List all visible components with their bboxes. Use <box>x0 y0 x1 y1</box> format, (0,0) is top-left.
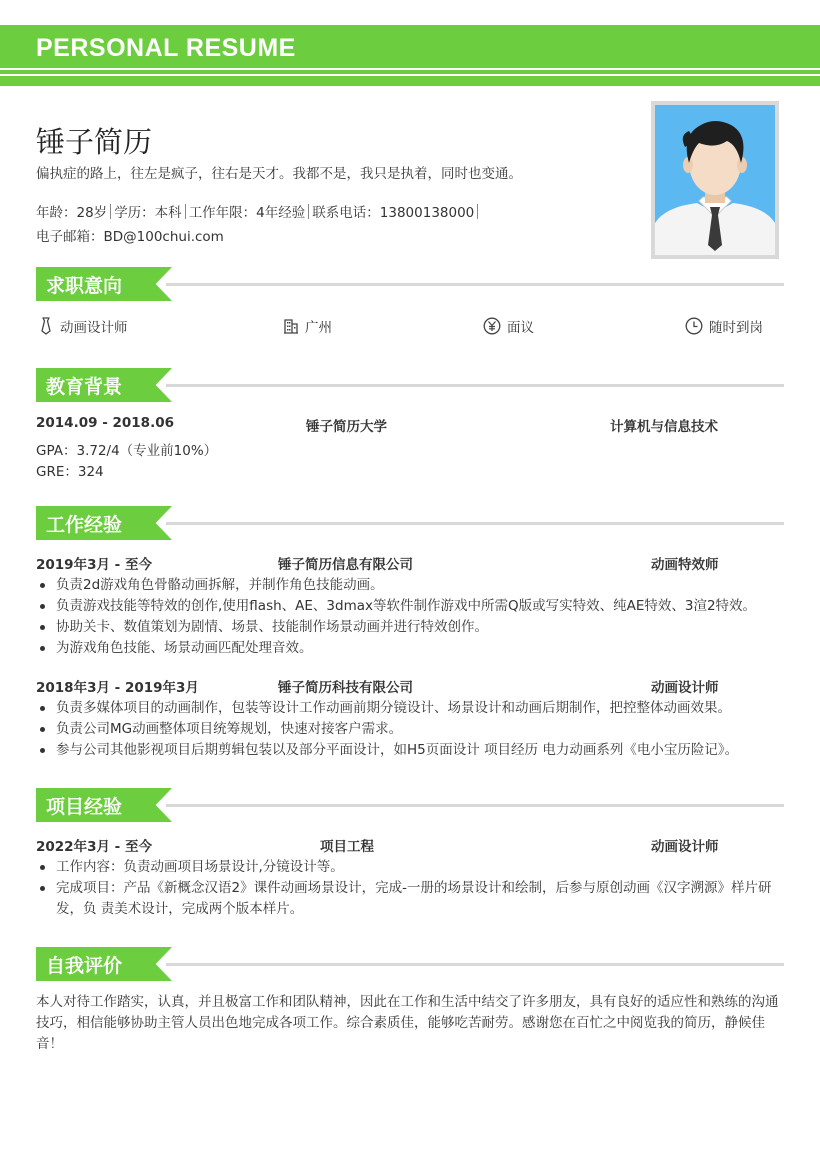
section-title: 求职意向 <box>46 275 123 297</box>
info-phone: 联系电话：13800138000 <box>312 205 475 221</box>
section-title: 自我评价 <box>46 955 123 977</box>
section-title: 项目经验 <box>46 796 123 818</box>
education-major: 计算机与信息技术 <box>610 419 718 435</box>
intent-availability-text: 随时到岗 <box>709 320 763 336</box>
intent-salary-text: 面议 <box>507 320 534 336</box>
section-rule <box>166 963 784 966</box>
intent-position <box>38 316 128 336</box>
section-header-work <box>36 506 784 540</box>
banner-title: PERSONAL RESUME <box>36 34 296 62</box>
resume-name: 锤子简历 <box>36 125 153 159</box>
info-education: 学历：本科 <box>114 205 182 221</box>
avatar-illustration-icon <box>655 105 775 255</box>
section-header-intention <box>36 267 784 301</box>
education-date: 2014.09 - 2018.06 <box>36 415 174 431</box>
work-duties-list <box>36 698 786 761</box>
list-item: 负责2d游戏角色骨骼动画拆解，并制作角色技能动画。 <box>36 575 786 596</box>
self-evaluation-text: 本人对待工作踏实，认真，并且极富工作和团队精神，因此在工作和生活中结交了许多朋友，具有良好的适应性和熟练的沟通技巧，相信能够协助主管人员出色地完成各项工作。综合素质佳，能够吃苦耐劳。感谢您在百忙之中阅览我的简历，静候佳音！ <box>36 994 779 1052</box>
work-row <box>36 676 784 694</box>
section-rule <box>166 804 784 807</box>
education-school: 锤子简历大学 <box>306 419 387 435</box>
work-company: 锤子简历科技有限公司 <box>278 680 413 696</box>
yen-icon <box>483 317 501 335</box>
work-duties-list <box>36 575 786 659</box>
list-item: 完成项目：产品《新概念汉语2》课件动画场景设计，完成-一册的场景设计和绘制，后参与原创动画《汉字溯源》样片研发，负 责美术设计，完成两个版本样片。 <box>36 878 786 920</box>
project-name: 项目工程 <box>320 839 374 855</box>
work-row <box>36 553 784 571</box>
intent-city <box>283 316 332 336</box>
work-date: 2019年3月 - 至今 <box>36 557 152 573</box>
project-row <box>36 835 784 853</box>
list-item: 工作内容：负责动画项目场景设计,分镜设计等。 <box>36 857 786 878</box>
banner-divider <box>0 68 820 70</box>
info-email: 电子邮箱：BD@100chui.com <box>36 229 224 245</box>
section-rule <box>166 522 784 525</box>
info-separator <box>308 204 309 219</box>
list-item: 参与公司其他影视项目后期剪辑包装以及部分平面设计，如H5页面设计 项目经历 电力动画系列《电小宝历险记》。 <box>36 740 786 761</box>
intent-city-text: 广州 <box>305 320 332 336</box>
list-item: 负责游戏技能等特效的创作,使用flash、AE、3dmax等软件制作游戏中所需Q版或写实特效、纯AE特效、3渲2特效。 <box>36 596 786 617</box>
section-title: 工作经验 <box>46 514 123 536</box>
list-item: 协助关卡、数值策划为剧情、场景、技能制作场景动画并进行特效创作。 <box>36 617 786 638</box>
section-header-self <box>36 947 784 981</box>
banner-divider <box>0 74 820 76</box>
tie-icon <box>38 317 54 335</box>
section-header-education <box>36 368 784 402</box>
section-rule <box>166 384 784 387</box>
intent-availability <box>685 316 763 336</box>
info-separator <box>185 204 186 219</box>
work-title: 动画特效师 <box>651 557 719 573</box>
list-item: 负责公司MG动画整体项目统筹规划，快速对接客户需求。 <box>36 719 786 740</box>
info-age: 年龄：28岁 <box>36 205 108 221</box>
list-item: 负责多媒体项目的动画制作，包装等设计工作动画前期分镜设计、场景设计和动画后期制作，把控整体动画效果。 <box>36 698 786 719</box>
education-gre: GRE：324 <box>36 464 104 480</box>
top-banner <box>0 25 820 86</box>
resume-motto: 偏执症的路上，往左是疯子，往右是天才。我都不是，我只是执着，同时也变通。 <box>36 166 522 182</box>
work-title: 动画设计师 <box>651 680 719 696</box>
clock-icon <box>685 317 703 335</box>
education-row <box>36 415 784 433</box>
info-experience: 工作年限：4年经验 <box>188 205 306 221</box>
section-rule <box>166 283 784 286</box>
project-details-list <box>36 857 786 920</box>
work-company: 锤子简历信息有限公司 <box>278 557 413 573</box>
info-separator <box>477 204 478 219</box>
list-item: 为游戏角色技能、场景动画匹配处理音效。 <box>36 638 786 659</box>
intent-position-text: 动画设计师 <box>60 320 128 336</box>
intent-salary <box>483 316 534 336</box>
profile-photo <box>651 101 779 259</box>
info-separator <box>110 204 111 219</box>
section-title: 教育背景 <box>46 376 123 398</box>
project-date: 2022年3月 - 至今 <box>36 839 152 855</box>
building-icon <box>283 318 299 334</box>
section-header-project <box>36 788 784 822</box>
project-role: 动画设计师 <box>651 839 719 855</box>
basic-info-row <box>36 201 481 221</box>
education-gpa: GPA：3.72/4（专业前10%） <box>36 443 218 459</box>
work-date: 2018年3月 - 2019年3月 <box>36 680 199 696</box>
